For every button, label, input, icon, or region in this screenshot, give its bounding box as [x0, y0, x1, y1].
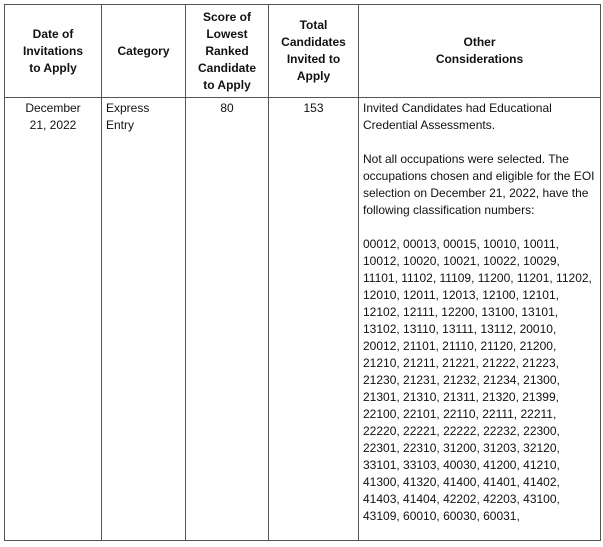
cell-date-line: 21, 2022 — [29, 118, 77, 132]
document-page — [4, 4, 601, 541]
header-total-line: Total — [299, 18, 328, 32]
header-other-line: Other — [463, 35, 496, 49]
cell-category-line: Express — [106, 101, 150, 115]
header-score — [186, 5, 269, 98]
cell-category-line: Entry — [106, 118, 135, 132]
header-total — [269, 5, 359, 98]
header-date-line: Date of — [32, 26, 74, 41]
cell-total: 153 — [269, 98, 359, 541]
header-total-line: Candidates — [281, 35, 346, 49]
cell-score: 80 — [186, 98, 269, 541]
header-date-line: Invitations — [22, 43, 83, 58]
header-date-line: to Apply — [29, 60, 77, 75]
invitations-table — [4, 4, 601, 541]
cell-other — [359, 98, 601, 541]
classification-codes: 00012, 00013, 00015, 10010, 10011, 10012, 10020, 10021, 10022, 10029, 11101, 11102, 11109, 11200, 11201, 11202, 12010, 12011, 12013, 12100, 12101, 12102, 12111, 12200, 13100, 13101, 13102, 13110, 13111, 13112, 20010, 20012, 21101, 21110, 21120, 21200, 21210, 21211, 21221, 21222, 21223, 21230, 21231, 21232, 21234, 21300, 21301, 21310, 21311, 21320, 21399, 22100, 22101, 22110, 22111, 22211, 22220, 22221, 22222, 22232, 22300, 22301, 22310, 31200, 31203, 32120, 33101, 33103, 40030, 41200, 41210, 41300, 41320, 41400, 41401, 41402, 41403, 41404, 42202, 42203, 43100, 43109, 60010, 60030, 60031, — [363, 237, 592, 523]
ecas-note: Invited Candidates had Educational Credential Assessments. — [363, 101, 552, 132]
cell-category — [102, 98, 186, 541]
header-score-line: Candidate — [197, 60, 256, 75]
header-category — [102, 5, 186, 98]
header-total-line: Invited to — [286, 52, 341, 66]
header-total-line: Apply — [296, 69, 331, 83]
header-other — [359, 5, 601, 98]
cell-date — [5, 98, 102, 541]
header-score-line: Ranked — [205, 43, 249, 58]
cell-date-line: December — [25, 101, 81, 115]
table-row — [5, 98, 601, 541]
header-row — [5, 5, 601, 98]
header-score-line: to Apply — [203, 77, 251, 92]
header-date — [5, 5, 102, 98]
header-category-line: Category — [117, 43, 170, 58]
header-other-line: Considerations — [435, 52, 524, 66]
occupations-note: Not all occupations were selected. The occupations chosen and eligible for the EOI selection on December 21, 2022, have the following classification numbers: — [363, 152, 595, 217]
header-score-line: Score of — [202, 9, 251, 24]
header-score-line: Lowest — [206, 26, 248, 41]
